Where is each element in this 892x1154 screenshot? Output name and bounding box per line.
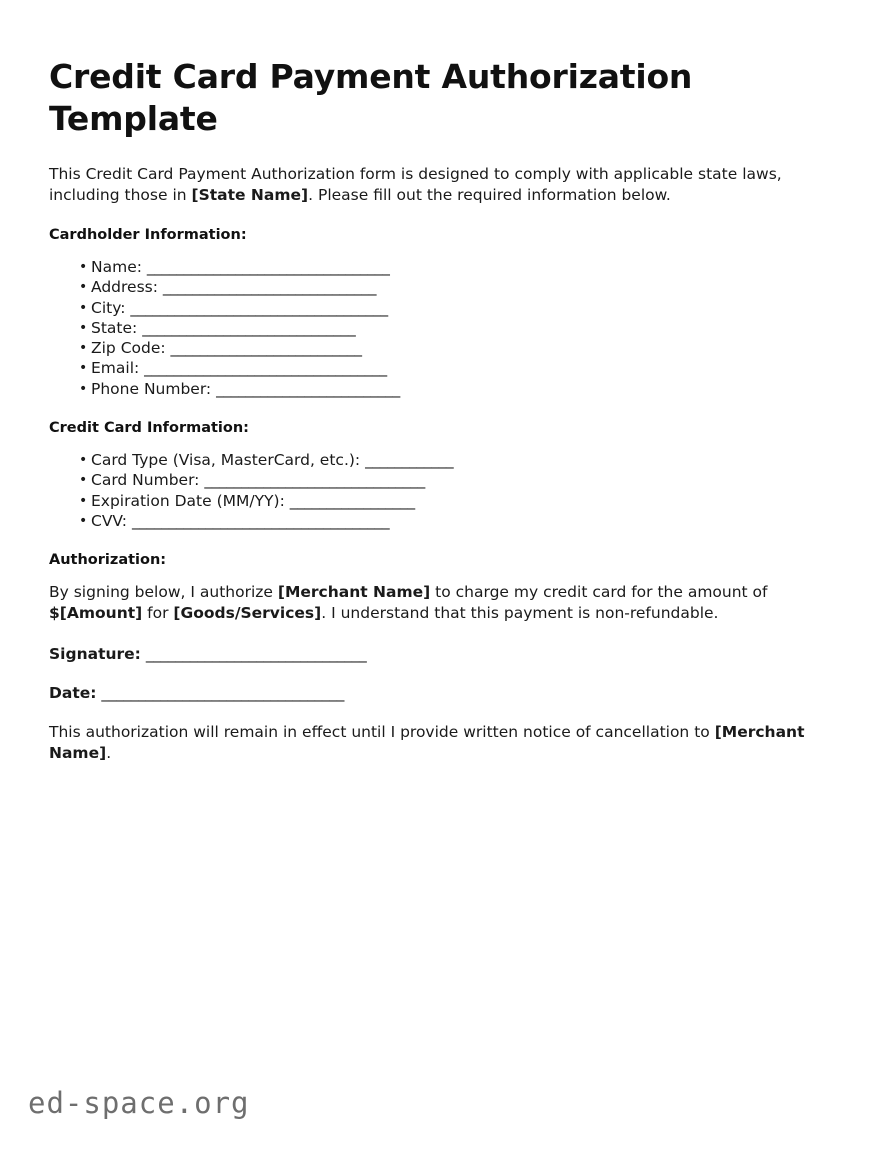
cardholder-section-heading: Cardholder Information:: [49, 227, 247, 243]
field-blank[interactable]: _________________________________: [146, 258, 390, 276]
list-item: [49, 470, 843, 490]
field-blank[interactable]: _________________________: [216, 379, 400, 398]
closing-paragraph: [49, 722, 842, 764]
closing-text-part2: .: [106, 744, 112, 763]
field-blank[interactable]: __________________________: [170, 339, 362, 358]
intro-text-before: This Credit Card Payment Authorization form is designed to comply with applicable state laws, including those in: [49, 165, 782, 204]
card-field-list: [49, 450, 843, 531]
field-label: Address:: [91, 278, 158, 297]
auth-merchant-placeholder: [Merchant Name]: [277, 583, 431, 602]
field-label: Zip Code:: [91, 339, 166, 358]
signature-blank[interactable]: ______________________________: [145, 645, 367, 664]
auth-text-part2: to charge my credit card for the amount of: [430, 583, 768, 602]
field-label: Name:: [91, 258, 142, 276]
field-label: State:: [91, 318, 138, 337]
auth-goods-placeholder: [Goods/Services]: [173, 604, 322, 623]
field-blank[interactable]: _____________________________: [142, 318, 356, 337]
field-label: City:: [91, 298, 126, 317]
list-item: [49, 318, 843, 338]
field-blank[interactable]: _________________: [289, 491, 415, 510]
authorization-paragraph: [49, 582, 842, 624]
intro-state-placeholder: [State Name]: [191, 186, 309, 204]
site-watermark: ed-space.org: [28, 1086, 250, 1120]
list-item: [49, 491, 843, 511]
auth-text-part4: . I understand that this payment is non-refundable.: [321, 604, 719, 623]
closing-merchant-placeholder: [Merchant Name]: [49, 723, 805, 763]
list-item: [49, 358, 843, 378]
list-item: [49, 379, 843, 399]
authorization-section-heading: Authorization:: [49, 552, 167, 569]
auth-text-part3: for: [142, 604, 174, 623]
field-blank[interactable]: ___________________________________: [131, 511, 390, 530]
field-label: Card Number:: [91, 471, 200, 490]
auth-text-part1: By signing below, I authorize: [49, 583, 278, 602]
list-item: [49, 257, 843, 277]
field-label: Expiration Date (MM/YY):: [91, 491, 285, 510]
list-item: [49, 450, 843, 470]
date-line: [49, 683, 843, 704]
field-label: Phone Number:: [91, 379, 212, 398]
field-blank[interactable]: _____________________________: [162, 278, 377, 297]
intro-text-after: . Please fill out the required information below.: [308, 186, 671, 204]
page-title: Credit Card Payment Authorization Template: [49, 57, 693, 138]
field-label: CVV:: [91, 511, 127, 530]
list-item: [49, 511, 843, 531]
date-blank[interactable]: _________________________________: [101, 684, 344, 703]
list-item: [49, 277, 843, 297]
field-blank[interactable]: ___________________________________: [130, 298, 388, 317]
field-blank[interactable]: ____________: [365, 451, 454, 470]
list-item: [49, 338, 843, 358]
signature-line: [49, 644, 843, 665]
list-item: [49, 298, 843, 318]
field-label: Email:: [91, 359, 140, 378]
document-content: [49, 56, 843, 784]
signature-label: Signature:: [49, 645, 141, 664]
intro-paragraph: [49, 164, 842, 206]
field-blank[interactable]: _________________________________: [144, 359, 387, 378]
auth-amount-placeholder: $[Amount]: [49, 604, 143, 623]
closing-text-part1: This authorization will remain in effect until I provide written notice of cancellation to: [49, 723, 715, 742]
card-section-heading: Credit Card Information:: [49, 420, 249, 437]
field-label: Card Type (Visa, MasterCard, etc.):: [91, 451, 361, 470]
cardholder-field-list: [49, 257, 843, 399]
field-blank[interactable]: ______________________________: [204, 471, 425, 490]
date-label: Date:: [49, 684, 97, 703]
